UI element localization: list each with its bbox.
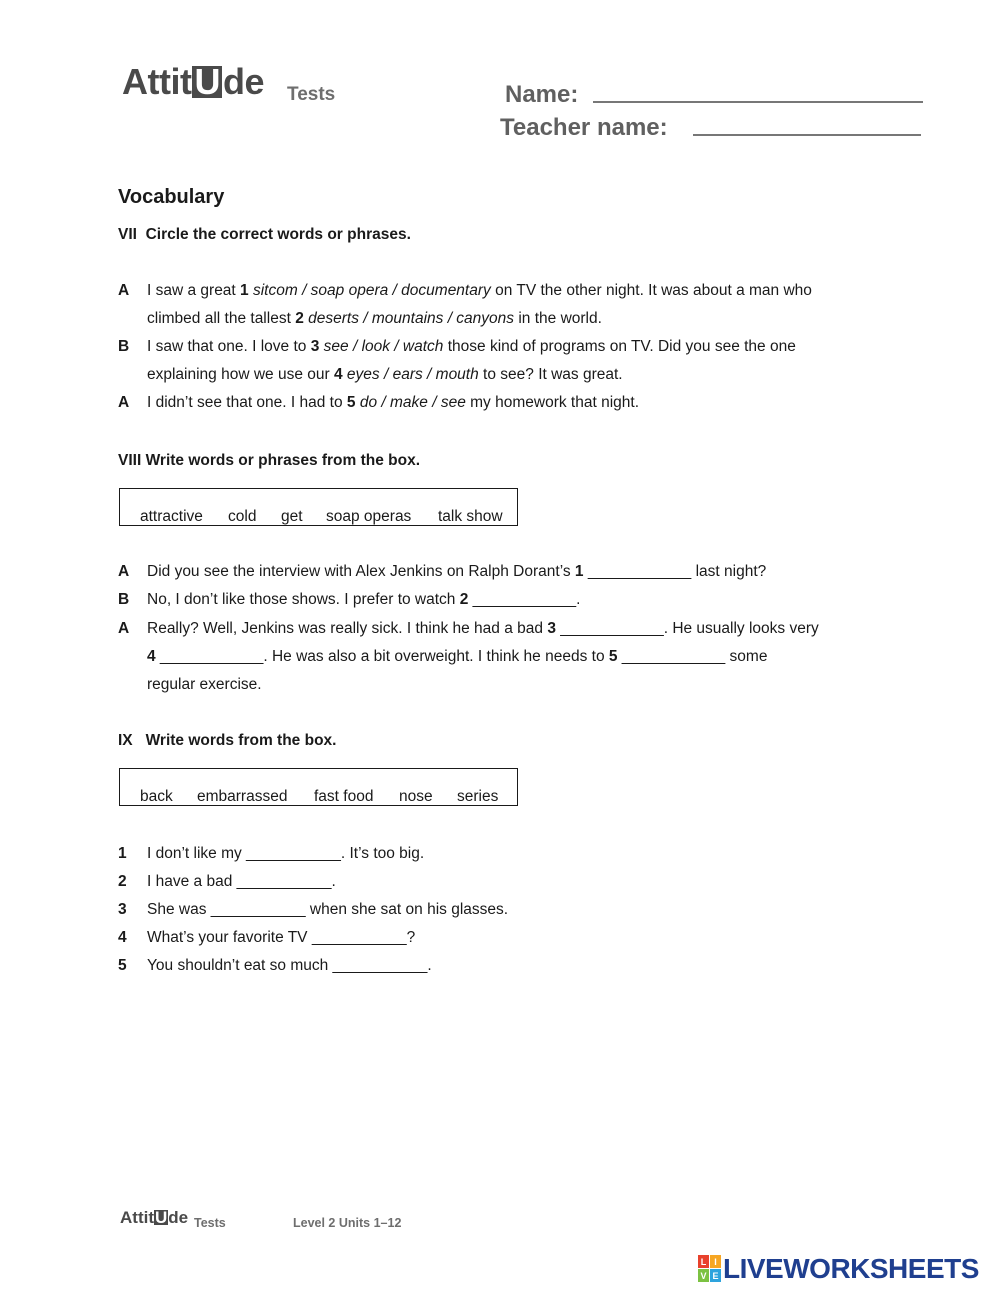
logo-subtitle: Tests <box>287 84 336 105</box>
box-word[interactable]: talk show <box>438 508 503 525</box>
box-word[interactable]: attractive <box>140 508 203 525</box>
speaker-label: A <box>118 620 130 637</box>
line-text: ____________ last night? <box>583 563 767 580</box>
line-text: Really? Well, Jenkins was really sick. I think he had a bad <box>147 620 548 637</box>
line-text: I saw that one. I love to <box>147 338 311 355</box>
dialogue-line <box>147 281 812 301</box>
exercise-7-instruction: VII Circle the correct words or phrases. <box>118 226 411 243</box>
logo-boxed-letter: U <box>194 61 220 102</box>
name-label: Name: <box>505 81 579 108</box>
item-number: 5 <box>608 648 618 665</box>
line-text: those kind of programs on TV. Did you see the one <box>443 338 796 355</box>
dialogue-line <box>147 562 766 582</box>
exercise-9-word-box <box>119 768 518 806</box>
item-number: 4 <box>333 366 343 383</box>
line-text: ____________. <box>468 591 581 608</box>
box-word[interactable]: cold <box>228 508 257 525</box>
teacher-name-label: Teacher name: <box>500 114 668 141</box>
logo-letter: V <box>700 1271 707 1281</box>
footer-logo-boxed-letter: U <box>154 1208 168 1227</box>
line-text: in the world. <box>514 310 602 327</box>
box-word[interactable]: embarrassed <box>197 788 288 805</box>
gap-fill-sentence[interactable]: I have a bad ___________. <box>147 873 336 890</box>
speaker-label: A <box>118 563 130 580</box>
dialogue-line <box>147 393 639 413</box>
dialogue-line <box>147 619 819 639</box>
line-text: Did you see the interview with Alex Jenkins on Ralph Dorant’s <box>147 563 575 580</box>
item-number: 1 <box>574 563 584 580</box>
attitude-logo <box>122 62 264 102</box>
item-number: 1 <box>240 282 249 299</box>
dialogue-line <box>147 647 767 667</box>
answer-choices[interactable]: eyes / ears / mouth <box>346 366 479 383</box>
line-text: ____________. He usually looks very <box>555 620 819 637</box>
line-text: my homework that night. <box>465 394 640 411</box>
gap-fill-sentence[interactable]: She was ___________ when she sat on his glasses. <box>147 901 509 918</box>
line-text: ____________ some <box>617 648 768 665</box>
exercise-8-word-box <box>119 488 518 526</box>
item-number: 5 <box>346 394 356 411</box>
item-number: 2 <box>118 873 127 890</box>
item-number: 3 <box>118 901 127 918</box>
logo-letter: E <box>712 1271 719 1281</box>
dialogue-line <box>147 675 262 695</box>
gap-fill-sentence[interactable]: You shouldn’t eat so much ___________. <box>147 957 432 974</box>
name-field-line[interactable] <box>593 101 923 103</box>
item-number: 3 <box>310 338 320 355</box>
line-text: regular exercise. <box>147 676 262 693</box>
box-word[interactable]: back <box>140 788 173 805</box>
line-text: ____________. He was also a bit overweight. I think he needs to <box>155 648 609 665</box>
liveworksheets-logo-text: LIVEWORKSHEETS <box>723 1253 979 1284</box>
logo-text-end: de <box>222 61 264 102</box>
speaker-label: B <box>118 338 130 355</box>
item-number: 4 <box>147 648 156 665</box>
line-text: explaining how we use our <box>147 366 334 383</box>
speaker-label: A <box>118 282 130 299</box>
line-text: climbed all the tallest <box>147 310 296 327</box>
box-word[interactable]: soap operas <box>326 508 412 525</box>
logo-letter: L <box>700 1257 707 1267</box>
teacher-name-field-line[interactable] <box>693 134 921 136</box>
line-text: to see? It was great. <box>478 366 623 383</box>
footer-logo-start: Attit <box>120 1208 154 1227</box>
gap-fill-sentence[interactable]: I don’t like my ___________. It’s too big. <box>147 845 425 862</box>
box-word[interactable]: series <box>457 788 499 805</box>
logo-text-start: Attit <box>122 61 192 102</box>
answer-choices[interactable]: see / look / watch <box>323 338 444 355</box>
line-text: I didn’t see that one. I had to <box>147 394 347 411</box>
speaker-label: B <box>118 591 130 608</box>
box-word[interactable]: nose <box>399 788 433 805</box>
gap-fill-sentence[interactable]: What’s your favorite TV ___________? <box>147 929 416 946</box>
item-number: 5 <box>118 957 127 974</box>
item-number: 3 <box>547 620 556 637</box>
item-number: 1 <box>118 845 127 862</box>
item-number: 4 <box>118 929 127 946</box>
dialogue-line <box>147 309 602 329</box>
footer-level: Level 2 Units 1–12 <box>293 1216 402 1230</box>
footer-attitude-logo <box>120 1208 188 1228</box>
dialogue-line <box>147 365 623 385</box>
exercise-8-instruction: VIII Write words or phrases from the box. <box>118 452 421 469</box>
box-word[interactable]: fast food <box>314 788 374 805</box>
speaker-label: A <box>118 394 130 411</box>
dialogue-line <box>147 590 580 610</box>
footer-logo-end: de <box>168 1208 189 1227</box>
item-number: 2 <box>459 591 469 608</box>
logo-letter: I <box>714 1257 717 1267</box>
answer-choices[interactable]: do / make / see <box>359 394 466 411</box>
liveworksheets-icon <box>697 1254 723 1284</box>
box-word[interactable]: get <box>281 508 303 525</box>
answer-choices[interactable]: sitcom / soap opera / documentary <box>252 282 491 299</box>
dialogue-line <box>147 337 796 357</box>
footer-tests: Tests <box>194 1216 226 1230</box>
item-number: 2 <box>295 310 304 327</box>
line-text: No, I don’t like those shows. I prefer to watch <box>147 591 460 608</box>
section-title: Vocabulary <box>118 186 225 208</box>
exercise-9-instruction: IX Write words from the box. <box>118 732 337 749</box>
line-text: I saw a great <box>147 282 241 299</box>
line-text: on TV the other night. It was about a man who <box>490 282 812 299</box>
answer-choices[interactable]: deserts / mountains / canyons <box>308 310 515 327</box>
